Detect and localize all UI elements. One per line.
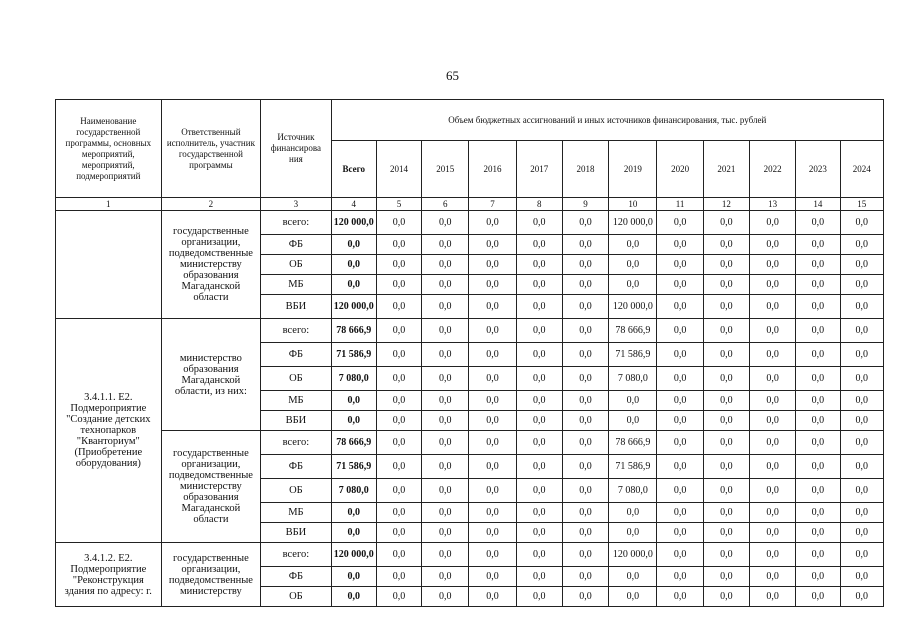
- value-cell: 0,0: [657, 411, 703, 431]
- value-cell: 0,0: [609, 391, 657, 411]
- column-number: 4: [331, 198, 376, 211]
- value-cell: 0,0: [376, 543, 421, 567]
- value-cell: 0,0: [657, 235, 703, 255]
- total-cell: 78 666,9: [331, 319, 376, 343]
- value-cell: 0,0: [562, 479, 608, 503]
- value-cell: 0,0: [562, 455, 608, 479]
- value-cell: 0,0: [469, 295, 516, 319]
- measure-name: 3.4.1.1. Е2. Подмероприятие "Создание детских технопарков "Кванториум" (Приобретение оборудования): [56, 319, 162, 543]
- header-year: 2020: [657, 141, 703, 198]
- value-cell: 0,0: [796, 431, 840, 455]
- value-cell: 0,0: [422, 543, 469, 567]
- value-cell: 0,0: [376, 275, 421, 295]
- source-cell: ОБ: [261, 479, 331, 503]
- value-cell: 0,0: [657, 567, 703, 587]
- value-cell: 0,0: [657, 343, 703, 367]
- value-cell: 0,0: [422, 567, 469, 587]
- total-cell: 0,0: [331, 275, 376, 295]
- value-cell: 0,0: [657, 455, 703, 479]
- value-cell: 0,0: [796, 319, 840, 343]
- value-cell: 0,0: [609, 255, 657, 275]
- column-number: 11: [657, 198, 703, 211]
- source-cell: всего:: [261, 211, 331, 235]
- column-number: 8: [516, 198, 562, 211]
- value-cell: 0,0: [422, 295, 469, 319]
- value-cell: 0,0: [562, 503, 608, 523]
- value-cell: 0,0: [796, 275, 840, 295]
- value-cell: 0,0: [796, 343, 840, 367]
- value-cell: 0,0: [750, 503, 796, 523]
- value-cell: 0,0: [469, 455, 516, 479]
- total-cell: 78 666,9: [331, 431, 376, 455]
- value-cell: 0,0: [796, 255, 840, 275]
- value-cell: 0,0: [516, 343, 562, 367]
- value-cell: 0,0: [703, 255, 749, 275]
- value-cell: 0,0: [796, 567, 840, 587]
- value-cell: 0,0: [840, 255, 883, 275]
- header-year: 2016: [469, 141, 516, 198]
- value-cell: 0,0: [750, 411, 796, 431]
- value-cell: 0,0: [516, 587, 562, 607]
- value-cell: 0,0: [750, 275, 796, 295]
- value-cell: 7 080,0: [609, 479, 657, 503]
- value-cell: 0,0: [562, 543, 608, 567]
- header-volume: Объем бюджетных ассигнований и иных источников финансирования, тыс. рублей: [331, 100, 883, 141]
- value-cell: 0,0: [422, 391, 469, 411]
- value-cell: 0,0: [750, 367, 796, 391]
- value-cell: 120 000,0: [609, 211, 657, 235]
- value-cell: 0,0: [376, 567, 421, 587]
- value-cell: 0,0: [516, 523, 562, 543]
- header-year: 2014: [376, 141, 421, 198]
- value-cell: 0,0: [657, 503, 703, 523]
- value-cell: 0,0: [840, 319, 883, 343]
- value-cell: 0,0: [562, 343, 608, 367]
- total-cell: 7 080,0: [331, 367, 376, 391]
- column-number: 2: [161, 198, 261, 211]
- value-cell: 0,0: [750, 431, 796, 455]
- value-cell: 0,0: [562, 295, 608, 319]
- value-cell: 0,0: [422, 319, 469, 343]
- value-cell: 0,0: [703, 319, 749, 343]
- value-cell: 0,0: [376, 479, 421, 503]
- value-cell: 0,0: [516, 479, 562, 503]
- page-number: 65: [446, 68, 459, 83]
- value-cell: 0,0: [562, 431, 608, 455]
- executor-cell: министерство образования Магаданской области, из них:: [161, 319, 261, 431]
- total-cell: 71 586,9: [331, 343, 376, 367]
- value-cell: 0,0: [562, 235, 608, 255]
- value-cell: 0,0: [703, 295, 749, 319]
- executor-cell: государственные организации, подведомственные министерству образования Магаданской области: [161, 431, 261, 543]
- column-number: 9: [562, 198, 608, 211]
- value-cell: 0,0: [469, 543, 516, 567]
- value-cell: 0,0: [562, 211, 608, 235]
- total-cell: 120 000,0: [331, 543, 376, 567]
- value-cell: 0,0: [703, 235, 749, 255]
- total-cell: 71 586,9: [331, 455, 376, 479]
- source-cell: ОБ: [261, 255, 331, 275]
- value-cell: 0,0: [562, 523, 608, 543]
- value-cell: 0,0: [376, 391, 421, 411]
- value-cell: 0,0: [657, 295, 703, 319]
- value-cell: 0,0: [703, 211, 749, 235]
- source-cell: ФБ: [261, 343, 331, 367]
- value-cell: 0,0: [422, 431, 469, 455]
- value-cell: 0,0: [750, 255, 796, 275]
- value-cell: 0,0: [703, 391, 749, 411]
- value-cell: 0,0: [609, 235, 657, 255]
- source-cell: ОБ: [261, 587, 331, 607]
- value-cell: 0,0: [516, 319, 562, 343]
- value-cell: 0,0: [469, 343, 516, 367]
- value-cell: 0,0: [422, 275, 469, 295]
- value-cell: 0,0: [516, 211, 562, 235]
- source-cell: всего:: [261, 319, 331, 343]
- value-cell: 0,0: [796, 523, 840, 543]
- value-cell: 0,0: [750, 523, 796, 543]
- value-cell: 0,0: [840, 431, 883, 455]
- header-year: 2023: [796, 141, 840, 198]
- value-cell: 0,0: [469, 411, 516, 431]
- value-cell: 0,0: [657, 431, 703, 455]
- value-cell: 0,0: [750, 455, 796, 479]
- value-cell: 0,0: [703, 543, 749, 567]
- value-cell: 0,0: [516, 367, 562, 391]
- value-cell: 0,0: [657, 543, 703, 567]
- total-cell: 0,0: [331, 523, 376, 543]
- value-cell: 0,0: [422, 411, 469, 431]
- value-cell: 0,0: [750, 319, 796, 343]
- value-cell: 0,0: [657, 255, 703, 275]
- value-cell: 0,0: [750, 295, 796, 319]
- column-number: 10: [609, 198, 657, 211]
- value-cell: 0,0: [750, 235, 796, 255]
- value-cell: 78 666,9: [609, 319, 657, 343]
- value-cell: 0,0: [703, 367, 749, 391]
- total-cell: 120 000,0: [331, 211, 376, 235]
- value-cell: 0,0: [609, 275, 657, 295]
- value-cell: 0,0: [562, 255, 608, 275]
- source-cell: всего:: [261, 543, 331, 567]
- value-cell: 0,0: [422, 211, 469, 235]
- value-cell: 0,0: [516, 543, 562, 567]
- value-cell: 0,0: [750, 543, 796, 567]
- value-cell: 0,0: [562, 391, 608, 411]
- value-cell: 0,0: [750, 479, 796, 503]
- source-cell: МБ: [261, 391, 331, 411]
- column-number: 6: [422, 198, 469, 211]
- table-row: [56, 319, 884, 343]
- value-cell: 0,0: [376, 367, 421, 391]
- value-cell: 0,0: [703, 343, 749, 367]
- column-number: 15: [840, 198, 883, 211]
- value-cell: 0,0: [703, 479, 749, 503]
- value-cell: 0,0: [840, 567, 883, 587]
- value-cell: 0,0: [796, 503, 840, 523]
- header-year: 2019: [609, 141, 657, 198]
- source-cell: ОБ: [261, 367, 331, 391]
- value-cell: 78 666,9: [609, 431, 657, 455]
- value-cell: 0,0: [469, 275, 516, 295]
- executor-cell: государственные организации, подведомственные министерству образования Магаданской области: [161, 211, 261, 319]
- source-cell: ФБ: [261, 567, 331, 587]
- value-cell: 71 586,9: [609, 455, 657, 479]
- value-cell: 0,0: [469, 523, 516, 543]
- total-cell: 120 000,0: [331, 295, 376, 319]
- value-cell: 0,0: [562, 411, 608, 431]
- value-cell: 0,0: [840, 455, 883, 479]
- value-cell: 0,0: [422, 455, 469, 479]
- source-cell: ВБИ: [261, 411, 331, 431]
- table-row: [56, 211, 884, 235]
- total-cell: 0,0: [331, 255, 376, 275]
- source-cell: МБ: [261, 275, 331, 295]
- total-cell: 0,0: [331, 567, 376, 587]
- table-row: [56, 543, 884, 567]
- value-cell: 0,0: [422, 587, 469, 607]
- source-cell: ВБИ: [261, 523, 331, 543]
- value-cell: 0,0: [657, 587, 703, 607]
- value-cell: 0,0: [516, 411, 562, 431]
- value-cell: 0,0: [750, 587, 796, 607]
- value-cell: 0,0: [840, 523, 883, 543]
- value-cell: 120 000,0: [609, 295, 657, 319]
- value-cell: 0,0: [469, 319, 516, 343]
- value-cell: 0,0: [840, 411, 883, 431]
- value-cell: 0,0: [469, 255, 516, 275]
- value-cell: 0,0: [609, 503, 657, 523]
- column-number: 7: [469, 198, 516, 211]
- value-cell: 0,0: [796, 211, 840, 235]
- value-cell: 0,0: [840, 367, 883, 391]
- source-cell: МБ: [261, 503, 331, 523]
- value-cell: 0,0: [796, 479, 840, 503]
- column-number: 5: [376, 198, 421, 211]
- value-cell: 0,0: [796, 367, 840, 391]
- value-cell: 0,0: [750, 391, 796, 411]
- value-cell: 0,0: [796, 295, 840, 319]
- value-cell: 0,0: [840, 479, 883, 503]
- value-cell: 0,0: [376, 455, 421, 479]
- value-cell: 0,0: [796, 235, 840, 255]
- value-cell: 0,0: [562, 367, 608, 391]
- value-cell: 0,0: [840, 343, 883, 367]
- table-row: [56, 431, 884, 455]
- value-cell: 0,0: [469, 431, 516, 455]
- executor-cell: государственные организации, подведомственные министерству: [161, 543, 261, 607]
- value-cell: 0,0: [516, 431, 562, 455]
- value-cell: 0,0: [562, 275, 608, 295]
- value-cell: 0,0: [703, 275, 749, 295]
- value-cell: 0,0: [376, 235, 421, 255]
- value-cell: 0,0: [422, 503, 469, 523]
- value-cell: 0,0: [796, 543, 840, 567]
- value-cell: 0,0: [840, 295, 883, 319]
- column-number: 12: [703, 198, 749, 211]
- value-cell: 7 080,0: [609, 367, 657, 391]
- total-cell: 0,0: [331, 235, 376, 255]
- value-cell: 0,0: [609, 411, 657, 431]
- value-cell: 0,0: [516, 275, 562, 295]
- value-cell: 0,0: [422, 343, 469, 367]
- column-number: 3: [261, 198, 331, 211]
- value-cell: 0,0: [703, 523, 749, 543]
- value-cell: 0,0: [376, 431, 421, 455]
- value-cell: 0,0: [796, 391, 840, 411]
- value-cell: 0,0: [516, 503, 562, 523]
- value-cell: 0,0: [422, 523, 469, 543]
- value-cell: 0,0: [422, 367, 469, 391]
- header-year: 2018: [562, 141, 608, 198]
- value-cell: 120 000,0: [609, 543, 657, 567]
- value-cell: 0,0: [750, 211, 796, 235]
- value-cell: 0,0: [469, 367, 516, 391]
- value-cell: 0,0: [469, 567, 516, 587]
- value-cell: 0,0: [703, 587, 749, 607]
- value-cell: 0,0: [657, 479, 703, 503]
- value-cell: 0,0: [516, 255, 562, 275]
- value-cell: 0,0: [609, 587, 657, 607]
- value-cell: 0,0: [422, 235, 469, 255]
- value-cell: 0,0: [609, 523, 657, 543]
- source-cell: всего:: [261, 431, 331, 455]
- column-number: 14: [796, 198, 840, 211]
- header-total: Всего: [331, 141, 376, 198]
- value-cell: 0,0: [840, 275, 883, 295]
- value-cell: 0,0: [562, 319, 608, 343]
- source-cell: ВБИ: [261, 295, 331, 319]
- value-cell: 0,0: [657, 319, 703, 343]
- value-cell: 0,0: [796, 587, 840, 607]
- value-cell: 0,0: [469, 211, 516, 235]
- value-cell: 0,0: [840, 391, 883, 411]
- value-cell: 0,0: [840, 503, 883, 523]
- header-source: Источник финансирова ния: [261, 100, 331, 198]
- header-year: 2017: [516, 141, 562, 198]
- header-year: 2022: [750, 141, 796, 198]
- column-numbers-row: [56, 198, 884, 211]
- value-cell: 0,0: [609, 567, 657, 587]
- header-year: 2024: [840, 141, 883, 198]
- total-cell: 0,0: [331, 411, 376, 431]
- value-cell: 0,0: [562, 567, 608, 587]
- value-cell: 0,0: [840, 587, 883, 607]
- value-cell: 0,0: [469, 391, 516, 411]
- value-cell: 71 586,9: [609, 343, 657, 367]
- value-cell: 0,0: [469, 503, 516, 523]
- value-cell: 0,0: [516, 567, 562, 587]
- total-cell: 0,0: [331, 391, 376, 411]
- value-cell: 0,0: [703, 411, 749, 431]
- value-cell: 0,0: [657, 275, 703, 295]
- total-cell: 7 080,0: [331, 479, 376, 503]
- header-row: [56, 100, 884, 141]
- total-cell: 0,0: [331, 587, 376, 607]
- value-cell: 0,0: [376, 255, 421, 275]
- value-cell: 0,0: [516, 391, 562, 411]
- value-cell: 0,0: [376, 503, 421, 523]
- header-executor: Ответственный исполнитель, участник государственной программы: [161, 100, 261, 198]
- measure-name: 3.4.1.2. Е2. Подмероприятие "Реконструкция здания по адресу: г.: [56, 543, 162, 607]
- measure-name: [56, 211, 162, 319]
- value-cell: 0,0: [840, 211, 883, 235]
- value-cell: 0,0: [750, 343, 796, 367]
- total-cell: 0,0: [331, 503, 376, 523]
- value-cell: 0,0: [657, 391, 703, 411]
- value-cell: 0,0: [376, 319, 421, 343]
- source-cell: ФБ: [261, 235, 331, 255]
- value-cell: 0,0: [376, 523, 421, 543]
- header-year: 2015: [422, 141, 469, 198]
- value-cell: 0,0: [469, 235, 516, 255]
- header-name: Наименование государственной программы, основных мероприятий, мероприятий, подмероприятий: [56, 100, 162, 198]
- value-cell: 0,0: [469, 479, 516, 503]
- value-cell: 0,0: [422, 255, 469, 275]
- value-cell: 0,0: [376, 211, 421, 235]
- column-number: 13: [750, 198, 796, 211]
- budget-table: [55, 99, 884, 607]
- value-cell: 0,0: [376, 295, 421, 319]
- value-cell: 0,0: [840, 543, 883, 567]
- value-cell: 0,0: [703, 455, 749, 479]
- value-cell: 0,0: [840, 235, 883, 255]
- value-cell: 0,0: [750, 567, 796, 587]
- value-cell: 0,0: [516, 235, 562, 255]
- value-cell: 0,0: [657, 523, 703, 543]
- value-cell: 0,0: [469, 587, 516, 607]
- value-cell: 0,0: [376, 343, 421, 367]
- value-cell: 0,0: [703, 503, 749, 523]
- value-cell: 0,0: [703, 567, 749, 587]
- source-cell: ФБ: [261, 455, 331, 479]
- value-cell: 0,0: [376, 587, 421, 607]
- value-cell: 0,0: [796, 411, 840, 431]
- value-cell: 0,0: [657, 367, 703, 391]
- value-cell: 0,0: [376, 411, 421, 431]
- value-cell: 0,0: [562, 587, 608, 607]
- value-cell: 0,0: [516, 455, 562, 479]
- value-cell: 0,0: [703, 431, 749, 455]
- header-year: 2021: [703, 141, 749, 198]
- value-cell: 0,0: [422, 479, 469, 503]
- value-cell: 0,0: [796, 455, 840, 479]
- value-cell: 0,0: [516, 295, 562, 319]
- value-cell: 0,0: [657, 211, 703, 235]
- column-number: 1: [56, 198, 162, 211]
